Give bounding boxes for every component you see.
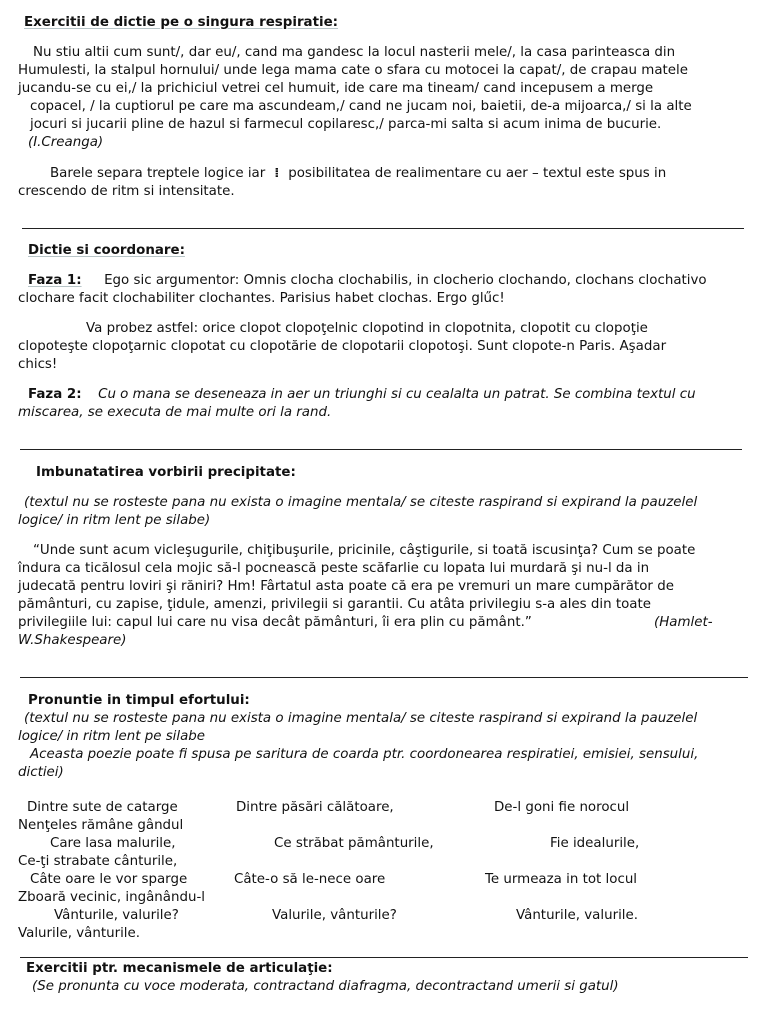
poem-cell: Nenţeles rămâne gândul bbox=[18, 818, 184, 833]
poem-cell: Fie idealurile, bbox=[550, 836, 640, 851]
instruction-line: (textul nu se rosteste pana nu exista o imagine mentala/ se citeste raspirand si expirand la pauzelel bbox=[24, 495, 698, 510]
section-divider bbox=[20, 449, 742, 450]
romanian-text-line: Va probez astfel: orice clopot clopoţelnic clopotind in clopotnita, clopotit cu clopoţie bbox=[86, 321, 648, 336]
section-title-articulatie: Exercitii ptr. mecanismele de articulaţie: bbox=[26, 961, 333, 976]
faza2-label: Faza 2: bbox=[28, 387, 82, 402]
instruction-line: logice/ in ritm lent pe silabe) bbox=[18, 513, 211, 528]
section-divider bbox=[20, 957, 748, 958]
poem-cell: Valurile, vânturile? bbox=[272, 908, 397, 923]
quote-line: privilegiile lui: capul lui care nu visa decât pământuri, îi era plin cu pământ.” bbox=[18, 615, 532, 630]
paragraph-line: copacel, / la cuptiorul pe care ma ascundeam,/ cand ne jucam noi, baietii, de-a mijoarca,/ si la alte bbox=[30, 99, 692, 114]
poem-cell: Zboară vecinic, ingânându-l bbox=[18, 890, 205, 905]
quote-line: judecată pentru loviri şi răniri? Hm! Fârtatul asta poate că era pe vremuri un mare cumpărător de bbox=[18, 579, 674, 594]
poem-cell: Câte oare le vor sparge bbox=[30, 872, 188, 887]
faza1-label: Faza 1: bbox=[28, 273, 82, 288]
separator-bar-icon: ⁞ bbox=[269, 166, 284, 181]
faza2-text-line: miscarea, se executa de mai multe ori la rand. bbox=[18, 405, 332, 420]
quote-source: W.Shakespeare) bbox=[18, 633, 127, 648]
poem-cell: De-l goni fie norocul bbox=[494, 800, 630, 815]
quote-line: îndura ca ticălosul cela mojic să-l pocnească peste scăfarlie cu lopata lui murdară şi nu-l da in bbox=[18, 561, 650, 576]
poem-cell: Dintre păsări călătoare, bbox=[236, 800, 394, 815]
section-title-text: Exercitii de dictie pe o singura respiratie: bbox=[24, 15, 339, 30]
section-title-dictie-coordonare bbox=[28, 242, 185, 260]
romanian-text-line: clopoteşte clopoţarnic clopotat cu clopotărie de clopotarii clopotoşi. Sunt clopote-n Paris. Aşadar bbox=[18, 339, 667, 354]
quote-line: “Unde sunt acum vicleşugurile, chiţibuşurile, pricinile, câştigurile, si toată iscusinţa? Cum se poate bbox=[33, 543, 696, 558]
section-title-text: Dictie si coordonare: bbox=[28, 243, 185, 258]
poem-cell: Dintre sute de catarge bbox=[27, 800, 178, 815]
instruction-line: (textul nu se rosteste pana nu exista o imagine mentala/ se citeste raspirand si expirand la pauzelel bbox=[24, 711, 698, 726]
poem-cell: Care lasa malurile, bbox=[50, 836, 176, 851]
note-text: posibilitatea de realimentare cu aer – textul este spus in bbox=[288, 166, 667, 181]
quote-source: (Hamlet- bbox=[654, 615, 713, 630]
section-title-dictie-respiratie bbox=[24, 14, 338, 32]
note-line: crescendo de ritm si intensitate. bbox=[18, 184, 235, 199]
note-text: Barele separa treptele logice iar bbox=[50, 166, 266, 181]
section-title-pronuntie-efort: Pronuntie in timpul efortului: bbox=[28, 693, 250, 708]
latin-text: Ego sic argumentor: Omnis clocha clochabilis, in clocherio clochando, clochans clochativo bbox=[104, 273, 707, 288]
poem-cell: Vânturile, valurile. bbox=[516, 908, 639, 923]
paragraph-line: Nu stiu altii cum sunt/, dar eu/, cand ma gandesc la locul nasterii mele/, la casa parinteasca din bbox=[33, 45, 676, 60]
faza1-line bbox=[28, 272, 707, 290]
faza2-text: Cu o mana se deseneaza in aer un triunghi si cu cealalta un patrat. Se combina textul cu bbox=[98, 387, 696, 402]
instruction-line: (Se pronunta cu voce moderata, contractand diafragma, decontractand umerii si gatul) bbox=[32, 979, 619, 994]
poem-cell: Ce-ţi strabate cânturile, bbox=[18, 854, 178, 869]
poem-cell: Vânturile, valurile? bbox=[54, 908, 179, 923]
latin-text-line: clochare facit clochabiliter clochantes. Parisius habet clochas. Ergo glűc! bbox=[18, 291, 505, 306]
poem-cell: Valurile, vânturile. bbox=[18, 926, 141, 941]
poem-cell: Te urmeaza in tot locul bbox=[485, 872, 638, 887]
instruction-line: logice/ in ritm lent pe silabe bbox=[18, 729, 206, 744]
poem-cell: Câte-o să le-nece oare bbox=[234, 872, 386, 887]
note-line bbox=[50, 165, 666, 183]
poem-cell: Ce străbat pământurile, bbox=[274, 836, 434, 851]
paragraph-line: Humulesti, la stalpul hornului/ unde lega mama cate o sfara cu motocei la capat/, de crapau matele bbox=[18, 63, 689, 78]
section-title-vorbire-precipitata: Imbunatatirea vorbirii precipitate: bbox=[36, 465, 296, 480]
paragraph-line: jocuri si jucarii pline de hazul si farmecul copilaresc,/ parca-mi salta si acum inima de bucurie. bbox=[30, 117, 662, 132]
quote-line: pământuri, cu zapise, ţidule, amenzi, privilegii si garantii. Cu atâta privilegiu s-a ales din toate bbox=[18, 597, 651, 612]
section-divider bbox=[22, 228, 744, 229]
romanian-text-line: chics! bbox=[18, 357, 58, 372]
faza2-line bbox=[28, 386, 696, 404]
paragraph-line: jucandu-se cu ei,/ la prichiciul vetrei cel humuit, ide care ma tineam/ cand incepusem a merge bbox=[18, 81, 654, 96]
author-credit: (I.Creanga) bbox=[28, 135, 104, 150]
poem-note-line: Aceasta poezie poate fi spusa pe saritura de coarda ptr. coordonearea respiratiei, emisiei, sensului, bbox=[30, 747, 699, 762]
poem-note-line: dictiei) bbox=[18, 765, 64, 780]
section-divider bbox=[20, 677, 748, 678]
